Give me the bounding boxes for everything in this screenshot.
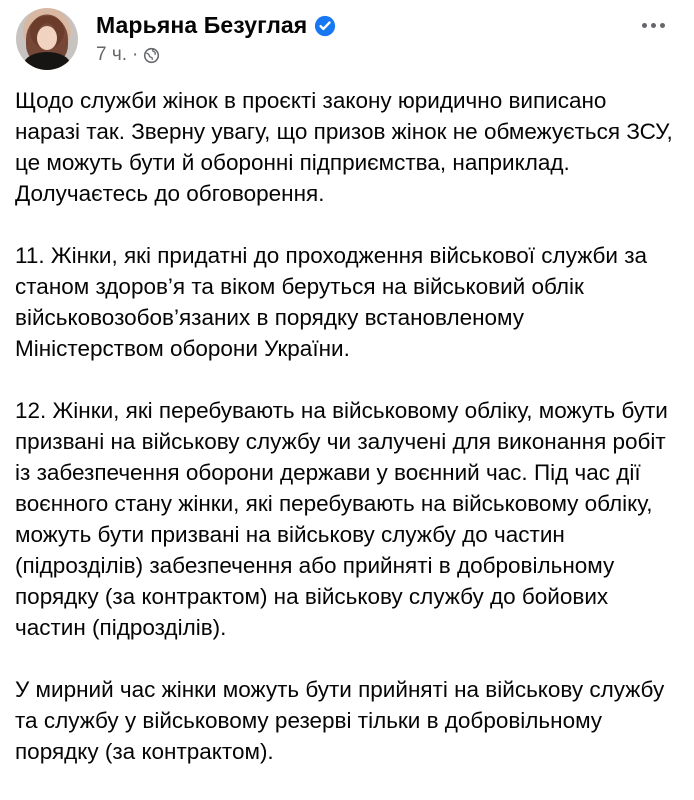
post-time[interactable]: 7 ч. [96,44,128,65]
post-header [14,6,680,72]
author-avatar[interactable] [16,8,78,70]
post-paragraph: 11. Жінки, які придатні до проходження військової служби за станом здоров’я та віком беруться на військовий облік військовозобов’язаних в порядку встановленому Міністерством оборони України. [15,243,648,361]
post-paragraph: 12. Жінки, які перебувають на військовому обліку, можуть бути призвані на військову службу чи залучені для виконання робіт із забезпечення оборони держави у воєнний час. Під час дії воєнного стану жінки, які перебувають на військовому обліку, можуть бути призвані на військову службу до частин (підрозділів) забезпечення або прийняті в добровільному порядку (за контрактом) на військову службу до бойових частин (підрозділів). [15,398,668,640]
verified-badge-icon [314,15,336,37]
more-dot [651,23,656,28]
globe-icon[interactable] [143,47,160,64]
author-row [96,12,336,39]
more-dot [642,23,647,28]
post-body [15,85,675,767]
post-paragraph: У мирний час жінки можуть бути прийняті на військову службу та службу у військовому резерві тільки в добровільному порядку (за контрактом). [15,677,665,764]
post-paragraph: Щодо служби жінок в проєкті закону юридично виписано наразі так. Зверну увагу, що призов жінок не обмежується ЗСУ, це можуть бути й оборонні підприємства, наприклад. Долучаєтесь до обговорення. [15,88,673,206]
post-meta [96,44,160,66]
more-options-icon[interactable] [636,14,670,36]
more-dot [660,23,665,28]
avatar-face [37,26,57,50]
avatar-shoulders [24,52,70,70]
meta-separator: · [132,44,139,65]
author-name[interactable]: Марьяна Безуглая [96,12,308,38]
